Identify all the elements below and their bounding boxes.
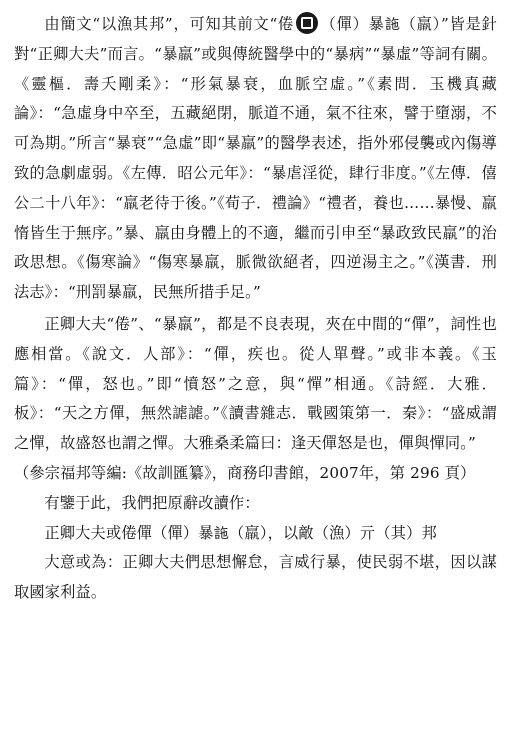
paragraph-1-rest: （僤）暴𧦧（羸）”皆是針對“正卿大夫”而言。“暴羸”或與傳統醫學中的“暴病”“暴虛”等詞有關。《靈樞．壽夭剛柔》：“形氣暴衰，血脈空虛。”《素問．玉機真藏論》：“急虛身中卒至，五藏絕閉，脈道不通，氣不往來，譬于墮溺，不可為期。”所言“暴衰”“急虛”即“暴羸”的醫學表述，指外邪侵襲或內傷導致的急劇虛弱。《左傳．昭公元年》：“暴虐淫從，肆行非度。”《左傳．僖公二十八年》：“羸老待于後。”《荀子．禮論》“禮者，養也……暴慢、羸惰皆生于無序。”暴、羸由身體上的不適，繼而引申至“暴政致民羸”的治政思想。《傷寒論》“傷寒暴羸，脈微欲絕者，四逆湯主之。”《漢書．刑法志》：“刑罰暴羸，民無所措手足。” (14, 15, 497, 302)
citation-line: （參宗福邦等編:《故訓匯纂》，商務印書館，2007年，第 296 頁） (14, 463, 476, 482)
paragraph-3: 有鑒于此，我們把原辭改讀作： (44, 493, 260, 512)
paragraph-5: 大意或為：正卿大夫們思想懈怠，言威行暴，使民弱不堪，因以謀取國家利益。 (14, 553, 497, 602)
paragraph-4: 正卿大夫或倦僤（僤）暴𧦧（羸），以敵（漁）亓（其）邦 (44, 523, 437, 542)
seal-glyph-icon (296, 12, 318, 34)
paragraph-1-start: 由簡文“以漁其邦”，可知其前文“倦 (44, 15, 295, 33)
paragraph-1 (14, 10, 497, 308)
paragraph-2: 正卿大夫“倦”、“暴羸”，都是不良表現，夾在中間的“僤”，詞性也應相當。《說文．人部》：“僤，疾也。從人單聲。”或非本義。《玉篇》：“僤，怒也。”即“憤怒”之意，與“憚”相通。《詩經．大雅．板》：“天之方僤，無然謔謔。”《讀書雜志．戰國策第一．秦》：“盛威謂之憚，故盛怒也謂之憚。大雅桑柔篇曰：逢天僤怒是也，僤與憚同。” (14, 314, 497, 453)
